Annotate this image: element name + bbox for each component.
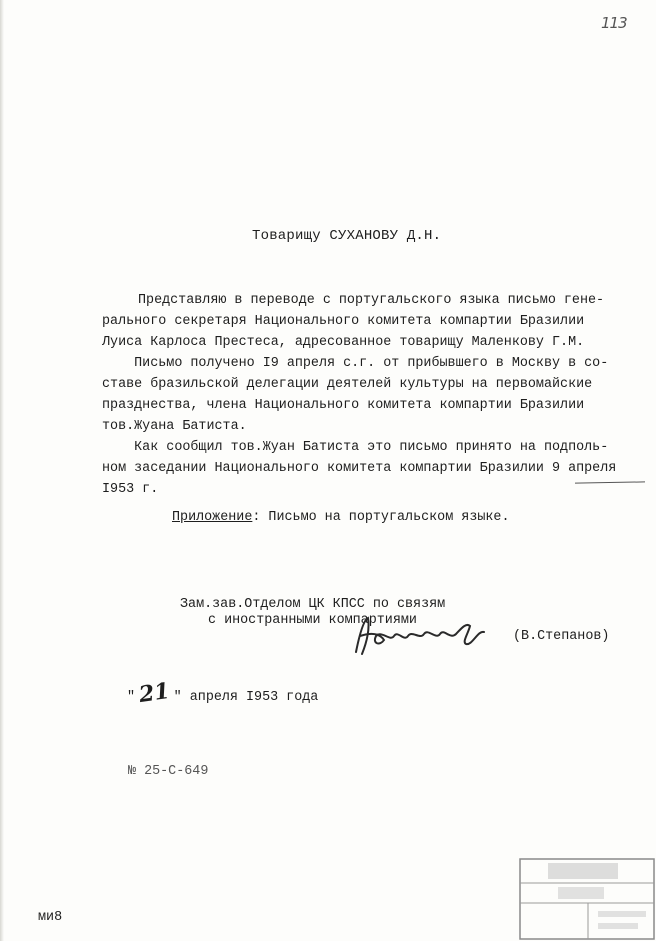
body-line: Письмо получено I9 апреля с.г. от прибывшего в Москву в со- — [102, 356, 609, 371]
date-line — [127, 677, 319, 709]
body-line: тов.Жуана Батиста. — [102, 419, 247, 434]
body-line: I953 г. — [102, 482, 159, 497]
body-line: ставе бразильской делегации деятелей культуры на первомайские — [102, 377, 593, 392]
body-line: Луиса Карлоса Престеса, адресованное товарищу Маленкову Г.М. — [102, 335, 585, 350]
page-number: 113 — [601, 14, 627, 32]
addressee: Товарищу СУХАНОВУ Д.Н. — [252, 228, 442, 244]
signer-name: (В.Степанов) — [513, 629, 610, 644]
body-line: празднества, члена Национального комитета компартии Бразилии — [102, 398, 585, 413]
position-line-2: с иностранными компартиями — [208, 613, 417, 628]
body-line: Представляю в переводе с португальского языка письмо гене- — [138, 293, 605, 308]
body-line: рального секретаря Национального комитета компартии Бразилии — [102, 314, 585, 329]
document-number: № 25-С-649 — [128, 764, 209, 779]
body-line: Как сообщил тов.Жуан Батиста это письмо принято на подполь- — [102, 440, 609, 455]
typist-mark: ми8 — [38, 910, 63, 925]
attachment-text: : Письмо на португальском языке. — [252, 510, 510, 525]
attachment-label: Приложение — [172, 510, 253, 525]
body-line: ном заседании Национального комитета компартии Бразилии 9 апреля — [102, 461, 617, 476]
date-open-quote: " — [127, 690, 136, 705]
position-line-1: Зам.зав.Отделом ЦК КПСС по связям — [180, 597, 446, 612]
scan-edge — [0, 0, 4, 941]
archive-stamp — [518, 855, 656, 941]
date-day-handwritten: 21 — [137, 677, 172, 709]
date-rest: апреля I953 года — [181, 690, 319, 705]
handwritten-signature — [350, 612, 500, 660]
date-close-quote: " — [173, 690, 182, 705]
letter-body — [102, 290, 648, 500]
attachment-line — [172, 510, 510, 525]
